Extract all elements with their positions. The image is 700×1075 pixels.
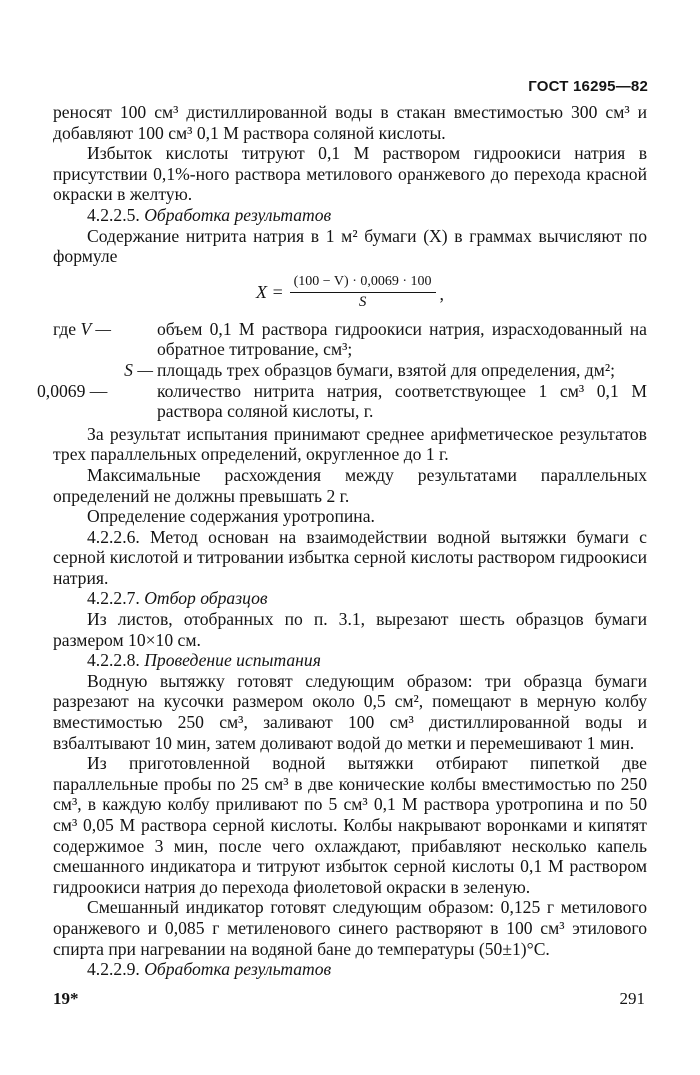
document-header: ГОСТ 16295—82 — [528, 78, 648, 95]
definition-s — [53, 360, 647, 381]
formula-numerator: (100 − V) · 0,0069 · 100 — [290, 274, 436, 293]
paragraph: Максимальные расхождения между результатами параллельных определений не должны превышать 2 г. — [53, 464, 647, 506]
signature-mark: 19* — [53, 989, 79, 1008]
section-title: Проведение испытания — [144, 650, 321, 671]
paragraph: Определение содержания уротропина. — [87, 506, 375, 527]
definition-v — [53, 319, 647, 360]
symbol-s: S — — [124, 359, 153, 380]
section-heading — [53, 205, 647, 226]
where-word: где — [53, 318, 77, 339]
paragraph: 4.2.2.6. Метод основан на взаимодействии водной вытяжки бумаги с серной кислотой и титровании избытка серной кислоты раствором гидроокиси натрия. — [53, 526, 647, 588]
section-heading — [53, 650, 647, 671]
paragraph: Содержание нитрита натрия в 1 м² бумаги (X) в граммах вычисляют по формуле — [53, 225, 647, 267]
definition-text: количество нитрита натрия, соответствующее 1 см³ 0,1 М раствора соляной кислоты, г. — [157, 380, 647, 422]
symbol-constant: 0,0069 — — [37, 380, 108, 401]
paragraph: Из листов, отобранных по п. 3.1, вырезают шесть образцов бумаги размером 10×10 см. — [53, 609, 647, 650]
definition-text: объем 0,1 М раствора гидроокиси натрия, израсходованный на обратное титрование, см³; — [157, 318, 647, 360]
page-body — [37, 102, 647, 980]
section-title: Обработка результатов — [144, 959, 332, 980]
section-number: 4.2.2.5. — [87, 204, 140, 225]
page-number: 291 — [619, 989, 645, 1008]
paragraph: Из приготовленной водной вытяжки отбирают пипеткой две параллельные пробы по 25 см³ в две конические колбы вместимостью по 250 см³, в каждую колбу приливают по 5 см³ 0,1 М раствора уротропина и по 50 см³ 0,05 М раствора серной кислоты. Колбы накрывают воронками и кипятят содержимое 3 мин, после чего охлаждают, прибавляют несколько капель смешанного индикатора и титруют избыток серной кислоты 0,1 М раствором гидроокиси натрия до перехода фиолетовой окраски в зеленую. — [53, 753, 647, 897]
section-number: 4.2.2.9. — [87, 959, 140, 980]
section-title: Обработка результатов — [144, 204, 332, 225]
section-heading — [53, 588, 647, 609]
formula-lhs: X = — [255, 282, 284, 303]
formula-denominator: S — [358, 294, 367, 311]
paragraph: Смешанный индикатор готовят следующим образом: 0,125 г метилового оранжевого и 0,085 г метиленового синего растворяют в 100 см³ этилового спирта при нагревании на водяной бане до температуры (50±1)°С. — [53, 897, 647, 959]
section-number: 4.2.2.7. — [87, 588, 140, 609]
paragraph: За результат испытания принимают среднее арифметическое результатов трех параллельных определений, округленное до 1 г. — [53, 423, 647, 465]
section-heading — [53, 959, 647, 980]
formula — [53, 271, 647, 315]
formula-fraction — [290, 274, 436, 311]
paragraph: Водную вытяжку готовят следующим образом: три образца бумаги разрезают на кусочки размером около 0,5 см², помещают в мерную колбу вместимостью 250 см³, заливают 100 см³ дистиллированной воды и взбалтывают 10 мин, затем доливают водой до метки и перемешивают 1 мин. — [53, 670, 647, 753]
section-title: Отбор образцов — [144, 588, 268, 609]
definition-text: площадь трех образцов бумаги, взятой для определения, дм²; — [157, 359, 616, 380]
paragraph: Избыток кислоты титруют 0,1 М раствором гидроокиси натрия в присутствии 0,1%-ного раствора метилового оранжевого до перехода красной окраски в желтую. — [53, 143, 647, 205]
section-number: 4.2.2.8. — [87, 650, 140, 671]
paragraph: реносят 100 см³ дистиллированной воды в стакан вместимостью 300 см³ и добавляют 100 см³ 0,1 М раствора соляной кислоты. — [53, 102, 647, 143]
symbol-v: V — — [80, 318, 111, 339]
definition-constant — [37, 380, 647, 422]
definition-where-symbol — [53, 319, 157, 360]
formula-comma: , — [439, 284, 445, 305]
